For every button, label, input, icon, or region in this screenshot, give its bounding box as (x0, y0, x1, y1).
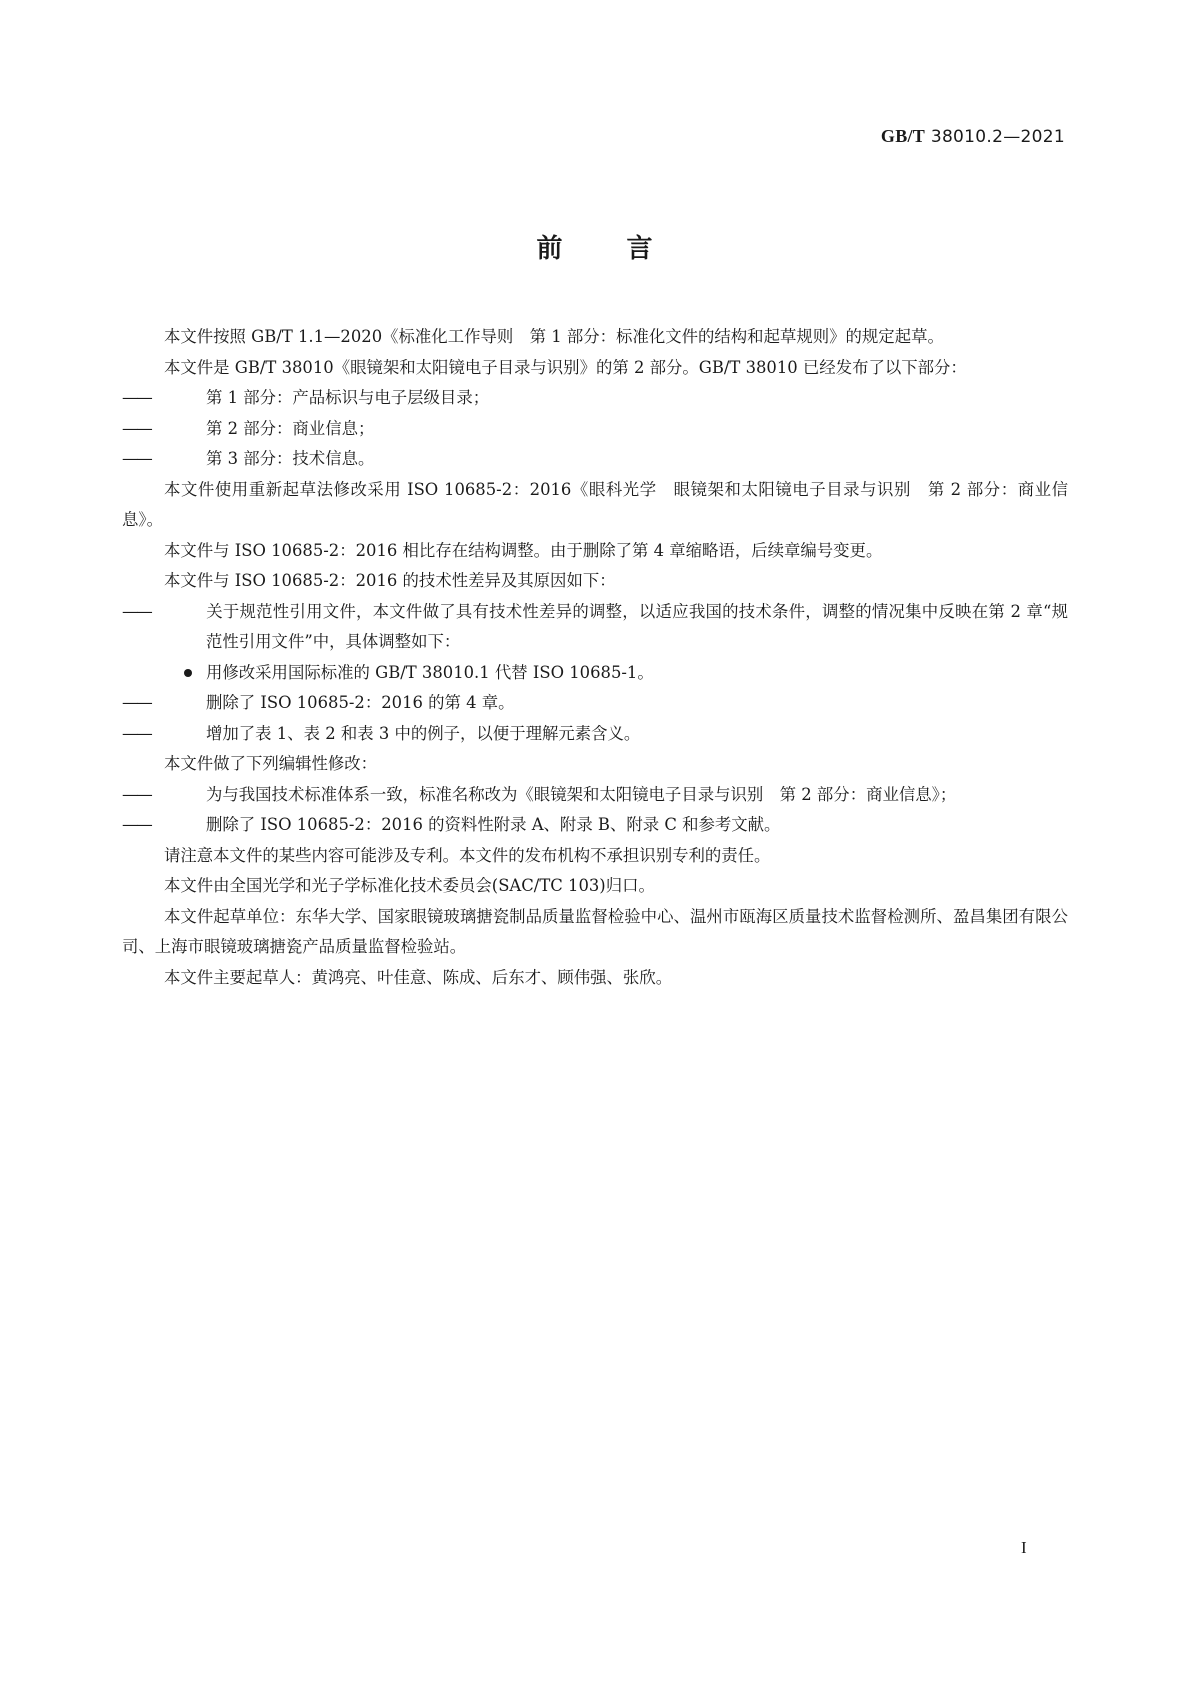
list-item: —— 删除了 ISO 10685-2：2016 的第 4 章。 (122, 688, 1068, 719)
dash-mark: —— (122, 784, 151, 804)
paragraph-drafters: 本文件主要起草人：黄鸿亮、叶佳意、陈成、后东才、顾伟强、张欣。 (164, 967, 673, 987)
list-item: —— 第 2 部分：商业信息； (122, 414, 1068, 445)
standard-code (881, 126, 1065, 147)
paragraph-series-parts: 本文件是 GB/T 38010《眼镜架和太阳镜电子目录与识别》的第 2 部分。GB/T 38010 已经发布了以下部分： (164, 357, 967, 377)
bullet-icon (184, 669, 192, 677)
foreword-body (122, 322, 1068, 993)
title-char-1: 前 (536, 234, 565, 264)
paragraph-structure: 本文件与 ISO 10685-2：2016 相比存在结构调整。由于删除了第 4 章缩略语，后续章编号变更。 (164, 540, 883, 560)
paragraph-patent-notice: 请注意本文件的某些内容可能涉及专利。本文件的发布机构不承担识别专利的责任。 (164, 845, 771, 865)
paragraph-drafting-units: 本文件起草单位：东华大学、国家眼镜玻璃搪瓷制品质量监督检验中心、温州市瓯海区质量技术监督检测所、盈昌集团有限公司、上海市眼镜玻璃搪瓷产品质量监督检验站。 (122, 906, 1068, 956)
list-item: —— 增加了表 1、表 2 和表 3 中的例子，以便于理解元素含义。 (122, 719, 1068, 750)
dash-mark: —— (122, 815, 151, 834)
paragraph-technical-differences: 本文件与 ISO 10685-2：2016 的技术性差异及其原因如下： (164, 571, 616, 590)
list-item: —— 删除了 ISO 10685-2：2016 的资料性附录 A、附录 B、附录 C 和参考文献。 (122, 810, 1068, 841)
list-item: —— 为与我国技术标准体系一致，标准名称改为《眼镜架和太阳镜电子目录与识别 第 2 部分：商业信息》； (122, 780, 1068, 811)
page-title (0, 228, 1191, 265)
paragraph-drafting-rules: 本文件按照 GB/T 1.1—2020《标准化工作导则 第 1 部分：标准化文件的结构和起草规则》的规定起草。 (164, 327, 944, 346)
paragraph-adoption: 本文件使用重新起草法修改采用 ISO 10685-2：2016《眼科光学 眼镜架和太阳镜电子目录与识别 第 2 部分：商业信息》。 (122, 479, 1068, 529)
standard-prefix: GB/T (880, 126, 926, 146)
dash-mark: —— (122, 693, 151, 712)
dash-mark: —— (122, 723, 151, 743)
dash-mark: —— (122, 601, 151, 621)
dash-mark: —— (122, 418, 151, 438)
page-number: I (1021, 1538, 1027, 1557)
list-item: —— 第 1 部分：产品标识与电子层级目录； (122, 383, 1068, 414)
title-char-2: 言 (626, 234, 655, 264)
list-item: —— 关于规范性引用文件，本文件做了具有技术性差异的调整，以适应我国的技术条件，调整的情况集中反映在第 2 章“规范性引用文件”中，具体调整如下： (122, 597, 1068, 658)
paragraph-committee: 本文件由全国光学和光子学标准化技术委员会(SAC/TC 103)归口。 (164, 876, 655, 895)
standard-number: 38010.2—2021 (930, 127, 1065, 147)
bullet-item: 用修改采用国际标准的 GB/T 38010.1 代替 ISO 10685-1。 (122, 658, 1068, 689)
list-item: —— 第 3 部分：技术信息。 (122, 444, 1068, 475)
paragraph-editorial-changes: 本文件做了下列编辑性修改： (164, 754, 378, 773)
dash-mark: —— (122, 388, 151, 407)
dash-mark: —— (122, 449, 151, 468)
